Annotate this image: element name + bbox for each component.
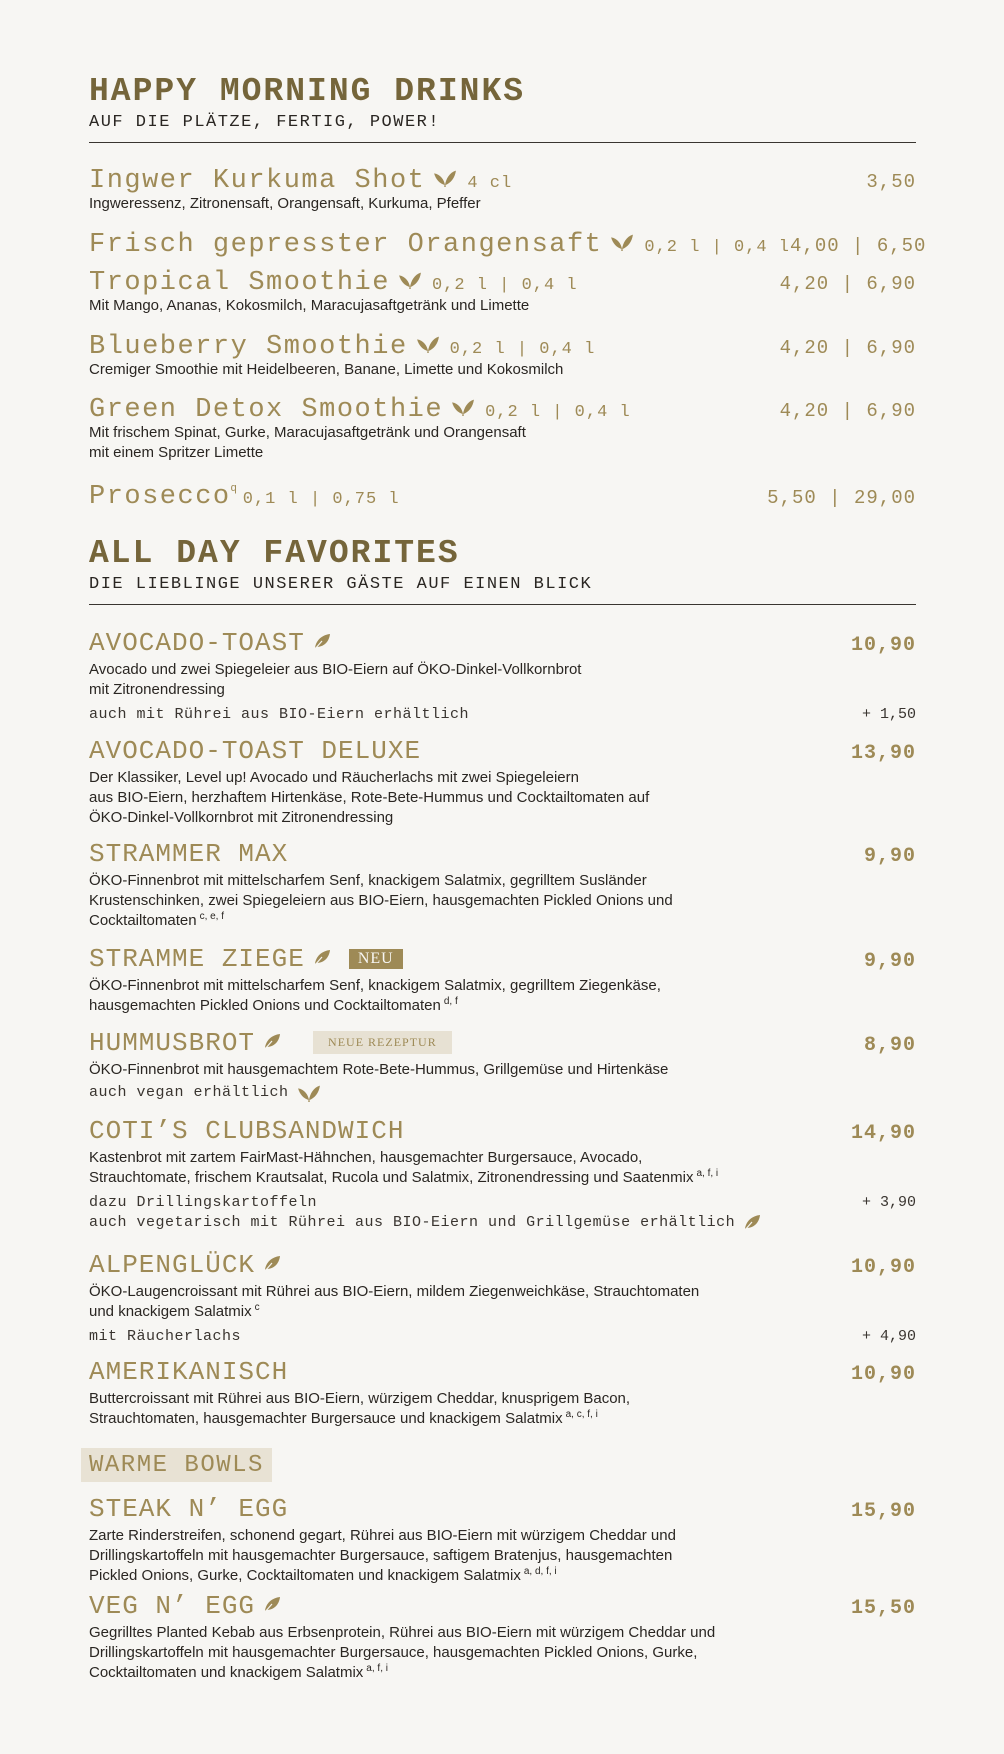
item-description: Mit Mango, Ananas, Kokosmilch, Maracujasaftgetränk und Limette	[89, 297, 530, 314]
item-option-price: + 3,90	[861, 1194, 916, 1211]
desc-line: Zarte Rinderstreifen, schonend gegart, Rührei aus BIO-Eiern mit würzigem Cheddar und	[89, 1527, 676, 1544]
item-description	[89, 1623, 916, 1683]
item-volume: 0,2 l | 0,4 l	[449, 340, 596, 359]
item-name: Prosecco	[89, 482, 231, 512]
vegan-leaves-icon	[416, 333, 440, 353]
section-subtitle-favorites: DIE LIEBLINGE UNSERER GÄSTE AUF EINEN BLICK	[89, 575, 593, 594]
desc-line: ÖKO-Finnenbrot mit mittelscharfem Senf, knackigem Salatmix, gegrilltem Ziegenkäse,	[89, 977, 661, 994]
desc-line: hausgemachten Pickled Onions und Cocktailtomaten	[89, 997, 441, 1014]
item-price: 5,50 | 29,00	[767, 487, 916, 509]
desc-line: mit Zitronendressing	[89, 681, 225, 698]
desc-line: Buttercroissant mit Rührei aus BIO-Eiern, würzigem Cheddar, knusprigem Bacon,	[89, 1390, 631, 1407]
menu-item-avocado-toast	[89, 628, 916, 723]
item-description: Cremiger Smoothie mit Heidelbeeren, Banane, Limette und Kokosmilch	[89, 361, 564, 378]
item-price: 4,00 | 6,50	[790, 235, 927, 257]
item-price: 13,90	[850, 742, 916, 765]
item-description	[89, 1526, 916, 1586]
item-name: COTI’S CLUBSANDWICH	[89, 1116, 405, 1146]
item-name: Ingwer Kurkuma Shot	[89, 166, 426, 196]
item-description: Ingweressenz, Zitronensaft, Orangensaft, Kurkuma, Pfeffer	[89, 195, 481, 212]
divider	[89, 142, 916, 143]
vegetarian-leaf-icon	[313, 632, 331, 650]
item-volume: 0,2 l | 0,4 l	[644, 238, 791, 257]
item-price: 9,90	[863, 950, 916, 973]
vegetarian-leaf-icon	[263, 1254, 281, 1272]
new-badge: NEU	[349, 949, 403, 969]
item-name: AVOCADO-TOAST	[89, 628, 305, 658]
item-price: 10,90	[850, 1363, 916, 1386]
item-description	[89, 660, 916, 700]
allergen-marker: c, e, f	[199, 911, 225, 922]
vegan-leaves-icon	[610, 231, 634, 251]
item-price: 15,50	[850, 1597, 916, 1620]
item-price: 4,20 | 6,90	[779, 400, 916, 422]
menu-item-orangensaft	[89, 230, 927, 260]
menu-item-strammer-max	[89, 839, 916, 931]
item-name: VEG N’ EGG	[89, 1591, 256, 1621]
allergen-marker: d, f	[443, 996, 458, 1007]
item-option: auch mit Rührei aus BIO-Eiern erhältlich	[89, 706, 470, 723]
desc-line: Strauchtomate, frischem Krautsalat, Rucola und Salatmix, Zitronendressing und Saatenmix	[89, 1169, 694, 1186]
drinks-section	[89, 74, 916, 143]
vegetarian-leaf-icon	[313, 948, 331, 966]
item-description	[89, 871, 916, 931]
desc-line: Kastenbrot mit zartem FairMast-Hähnchen, hausgemachter Burgersauce, Avocado,	[89, 1149, 643, 1166]
item-name: Frisch gepresster Orangensaft	[89, 230, 603, 260]
item-volume: 0,2 l | 0,4 l	[431, 276, 578, 295]
item-price: 4,20 | 6,90	[779, 273, 916, 295]
vegetarian-leaf-icon	[263, 1595, 281, 1613]
bowls-section	[89, 1448, 272, 1482]
item-price: 10,90	[850, 1256, 916, 1279]
desc-line: Drillingskartoffeln mit hausgemachter Burgersauce, saftigem Bratenjus, hausgemachten	[89, 1547, 673, 1564]
menu-item-tropical-smoothie	[89, 268, 916, 316]
menu-item-stramme-ziege	[89, 944, 916, 1016]
desc-line: Strauchtomaten, hausgemachter Burgersauce und knackigem Salatmix	[89, 1410, 563, 1427]
item-name: Tropical Smoothie	[89, 268, 390, 298]
allergen-marker: a, f, i	[366, 1663, 388, 1674]
item-volume: 4 cl	[467, 174, 513, 193]
vegetarian-leaf-icon	[263, 1032, 281, 1050]
item-price: 9,90	[863, 845, 916, 868]
item-price: 10,90	[850, 634, 916, 657]
desc-line: Der Klassiker, Level up! Avocado und Räucherlachs mit zwei Spiegeleiern	[89, 769, 579, 786]
item-option: auch vegan erhältlich	[89, 1083, 289, 1101]
item-price: 14,90	[850, 1122, 916, 1145]
item-name: ALPENGLÜCK	[89, 1250, 256, 1280]
item-option-price: + 1,50	[861, 706, 916, 723]
item-volume: 0,2 l | 0,4 l	[485, 403, 631, 422]
vegan-leaves-icon	[297, 1082, 321, 1102]
item-description	[89, 1282, 916, 1322]
item-price: 15,90	[850, 1500, 916, 1523]
vegan-leaves-icon	[433, 167, 457, 187]
section-title-favorites: ALL DAY FAVORITES	[89, 535, 460, 572]
item-description	[89, 768, 916, 828]
section-subtitle-drinks: AUF DIE PLÄTZE, FERTIG, POWER!	[89, 113, 441, 132]
desc-line: und knackigem Salatmix	[89, 1303, 252, 1320]
menu-item-clubsandwich	[89, 1116, 916, 1231]
desc-line: Pickled Onions, Gurke, Cocktailtomaten und knackigem Salatmix	[89, 1567, 521, 1584]
item-option: dazu Drillingskartoffeln	[89, 1194, 318, 1211]
item-name: AVOCADO-TOAST DELUXE	[89, 736, 422, 766]
divider	[89, 604, 916, 605]
section-title-bowls: WARME BOWLS	[81, 1448, 272, 1482]
item-description	[89, 1389, 916, 1429]
allergen-marker: q	[230, 482, 237, 494]
menu-item-veg-n-egg	[89, 1591, 916, 1683]
item-description	[89, 976, 916, 1016]
desc-line: ÖKO-Laugencroissant mit Rührei aus BIO-Eiern, mildem Ziegenweichkäse, Strauchtomaten	[89, 1283, 700, 1300]
new-recipe-badge: NEUE REZEPTUR	[313, 1031, 452, 1054]
desc-line: Cocktailtomaten und knackigem Salatmix	[89, 1664, 364, 1681]
desc-line: Cocktailtomaten	[89, 912, 197, 929]
allergen-marker: a, c, f, i	[565, 1409, 598, 1420]
item-price: 3,50	[866, 171, 916, 193]
item-option: auch vegetarisch mit Rührei aus BIO-Eiern und Grillgemüse erhältlich	[89, 1213, 736, 1231]
vegan-leaves-icon	[398, 269, 422, 289]
item-option-price: + 4,90	[861, 1328, 916, 1345]
item-price: 8,90	[863, 1034, 916, 1057]
item-name: AMERIKANISCH	[89, 1357, 289, 1387]
vegetarian-leaf-icon	[743, 1213, 761, 1231]
menu-item-hummusbrot	[89, 1028, 916, 1102]
menu-item-alpengluck	[89, 1250, 916, 1345]
menu-item-blueberry-smoothie	[89, 332, 916, 380]
item-name: STRAMMER MAX	[89, 839, 289, 869]
item-name: Blueberry Smoothie	[89, 332, 408, 362]
menu-item-amerikanisch	[89, 1357, 916, 1429]
menu-item-avocado-toast-deluxe	[89, 736, 916, 828]
allergen-marker: c	[254, 1302, 260, 1313]
menu-item-green-detox	[89, 395, 916, 463]
item-description: ÖKO-Finnenbrot mit hausgemachtem Rote-Bete-Hummus, Grillgemüse und Hirtenkäse	[89, 1061, 669, 1078]
vegan-leaves-icon	[451, 396, 475, 416]
menu-item-ingwer-shot	[89, 166, 916, 214]
menu-item-steak-n-egg	[89, 1494, 916, 1586]
desc-line: Avocado und zwei Spiegeleier aus BIO-Eiern auf ÖKO-Dinkel-Vollkornbrot	[89, 661, 582, 678]
desc-line: Mit frischem Spinat, Gurke, Maracujasaftgetränk und Orangensaft	[89, 424, 526, 441]
item-name: STEAK N’ EGG	[89, 1494, 289, 1524]
desc-line: ÖKO-Finnenbrot mit mittelscharfem Senf, knackigem Salatmix, gegrilltem Susländer	[89, 872, 647, 889]
section-title-drinks: HAPPY MORNING DRINKS	[89, 73, 526, 110]
item-option: mit Räucherlachs	[89, 1328, 242, 1345]
allergen-marker: a, f, i	[696, 1168, 719, 1179]
item-name: STRAMME ZIEGE	[89, 944, 305, 974]
favorites-section	[89, 536, 916, 605]
menu-item-prosecco	[89, 482, 916, 512]
item-description	[89, 423, 916, 463]
desc-line: ÖKO-Dinkel-Vollkornbrot mit Zitronendressing	[89, 809, 394, 826]
desc-line: Krustenschinken, zwei Spiegeleiern aus BIO-Eiern, hausgemachten Pickled Onions und	[89, 892, 673, 909]
item-volume: 0,1 l | 0,75 l	[242, 490, 400, 509]
item-name: Green Detox Smoothie	[89, 395, 444, 425]
item-price: 4,20 | 6,90	[779, 337, 916, 359]
item-name: HUMMUSBROT	[89, 1028, 256, 1058]
desc-line: mit einem Spritzer Limette	[89, 444, 264, 461]
desc-line: Gegrilltes Planted Kebab aus Erbsenprotein, Rührei aus BIO-Eiern mit würzigem Cheddar und	[89, 1624, 716, 1641]
desc-line: Drillingskartoffeln mit hausgemachter Burgersauce, hausgemachten Pickled Onions, Gurke,	[89, 1644, 698, 1661]
item-description	[89, 1148, 916, 1188]
allergen-marker: a, d, f, i	[523, 1566, 557, 1577]
desc-line: aus BIO-Eiern, herzhaftem Hirtenkäse, Rote-Bete-Hummus und Cocktailtomaten auf	[89, 789, 650, 806]
